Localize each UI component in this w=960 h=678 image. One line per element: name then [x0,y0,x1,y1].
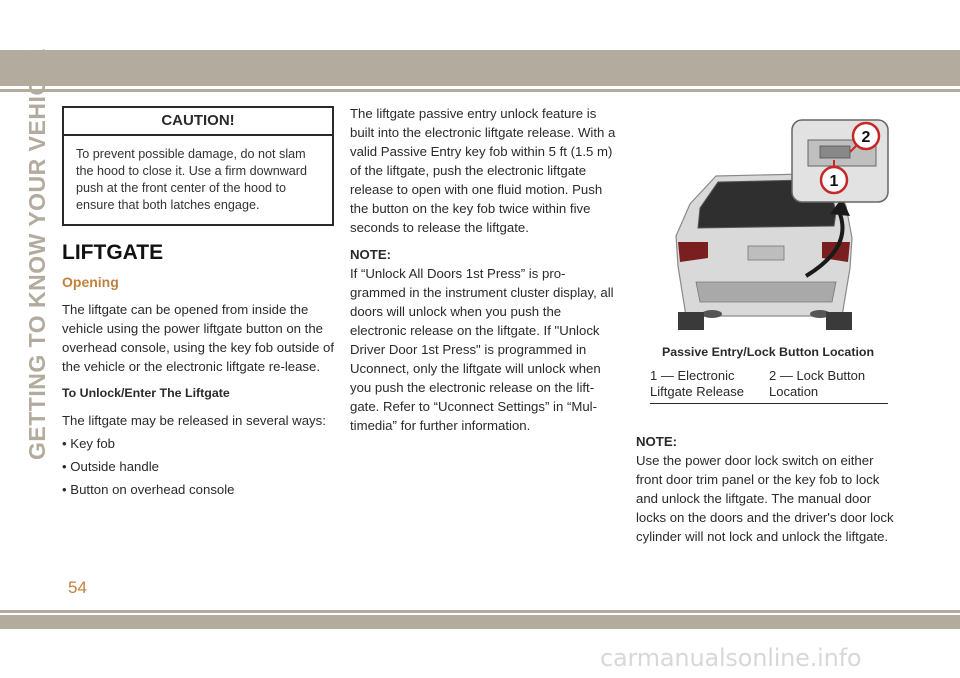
passive-entry-paragraph: The liftgate passive entry unlock feature is built into the electronic liftgate release. With a valid Passive Entry key fob within 5 ft (1.5 m) of the liftgate, push the electronic liftgate release to open with one fluid motion. Push the button on the key fob twice within five seconds to release the liftgate. [350,106,616,235]
bottom-band [0,615,960,629]
subsection-title: Opening [62,274,119,290]
page-number: 54 [68,578,87,597]
note-label: NOTE: [350,247,392,262]
figure-legend [650,368,888,404]
opening-paragraph: The liftgate can be opened from inside the vehicle using the power liftgate button on the overhead console, using the key fob outside of the vehicle or the electronic liftgate re-lease. [62,302,334,374]
top-header-rule [0,89,960,92]
callout-2: 2 [861,129,871,146]
column-3-note [636,432,902,546]
unlock-heading: To Unlock/Enter The Liftgate [62,386,230,400]
caution-box [62,106,334,226]
liftgate-figure [656,116,892,336]
note-label: NOTE: [636,434,678,449]
caution-title: CAUTION! [64,108,332,136]
callout-1: 1 [829,173,839,190]
bullet-item: • Key fob [62,436,116,451]
note-text: If “Unlock All Doors 1st Press” is pro-grammed in the instrument cluster display, all doors will unlock when you push the electronic release on the liftgate. If "Unlock Driver Door 1st Press" is programmed in Uconnect, only the liftgate will unlock when you push the electronic release on the lift-gate. Refer to “Uconnect Settings” in “Mul-timedia” for further information. [350,266,614,433]
top-header-band [0,50,960,86]
bottom-rule [0,610,960,613]
legend-item: 1 — Electronic Liftgate Release [650,368,744,399]
side-chapter-text: GETTING TO KNOW YOUR VEHICLE [24,48,50,460]
column-1 [62,106,334,499]
bullet-item: • Outside handle [62,459,159,474]
caution-body: To prevent possible damage, do not slam the hood to close it. Use a firm downward push at the front center of the hood to ensure that both latches engage. [76,147,307,212]
legend-item: 2 — Lock Button Location [769,368,866,399]
section-title: LIFTGATE [62,241,164,264]
bullet-item: • Button on overhead console [62,482,235,497]
release-intro: The liftgate may be released in several ways: [62,413,326,428]
column-2 [350,104,616,435]
figure-caption: Passive Entry/Lock Button Location [661,345,875,359]
note-text: Use the power door lock switch on either front door trim panel or the key fob to lock and unlock the liftgate. The manual door locks on the doors and the driver's door lock cylinder will not lock and unlock the liftgate. [636,453,894,544]
watermark-text: carmanualsonline.info [600,644,862,672]
